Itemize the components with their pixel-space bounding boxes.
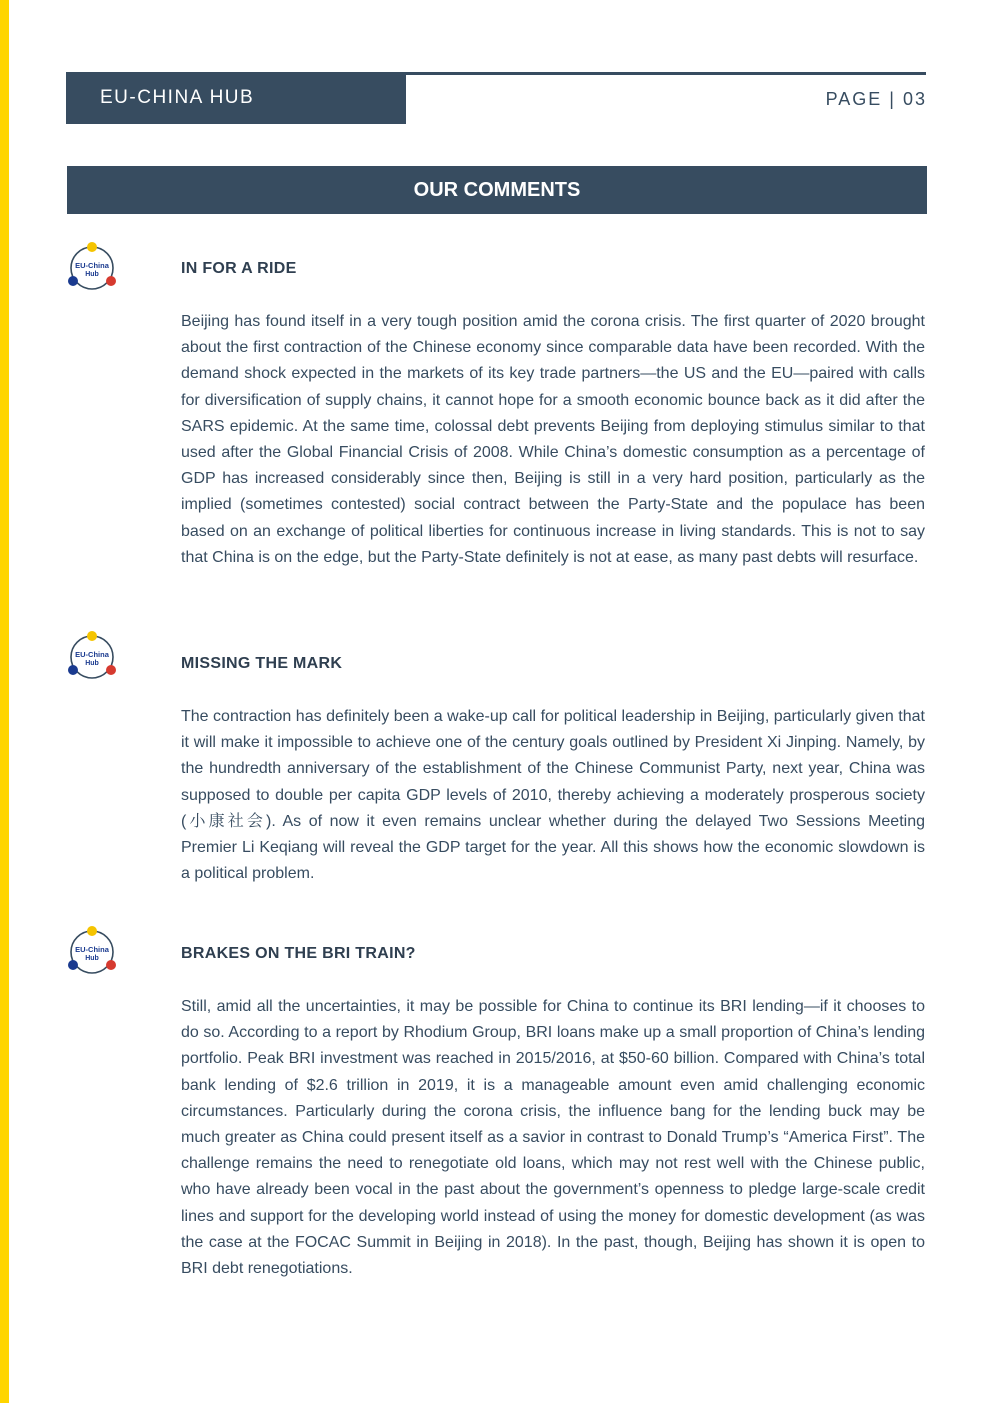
section-title: OUR COMMENTS xyxy=(413,178,581,201)
comment-title: IN FOR A RIDE xyxy=(181,260,297,277)
svg-text:EU-China: EU-China xyxy=(75,945,109,954)
comment-title: MISSING THE MARK xyxy=(181,655,343,672)
page-number: PAGE | 03 xyxy=(825,89,927,109)
svg-text:Hub: Hub xyxy=(85,955,99,962)
svg-text:Hub: Hub xyxy=(85,660,99,667)
section-banner xyxy=(67,166,927,214)
comment-body: The contraction has definitely been a wake-up call for political leadership in Beijing, particularly given that it will make it impossible to achieve one of the century goals outlined by President Xi Jinping. Namely, by the hundredth anniversary of the establishment of the Chinese Communist Party, next year, China was supposed to double per capita GDP levels of 2010, thereby achieving a moderately prosperous society (小康社会). As of now it even remains unclear whether during the delayed Two Sessions Meeting Premier Li Keqiang will reveal the GDP target for the year. All this shows how the economic slowdown is a political problem. xyxy=(181,708,925,883)
eu-china-hub-logo-icon xyxy=(64,240,120,296)
svg-text:EU-China: EU-China xyxy=(75,650,109,659)
brand-header xyxy=(66,72,406,124)
brand-label: EU-CHINA HUB xyxy=(100,87,255,108)
eu-china-hub-logo-icon xyxy=(64,924,120,980)
eu-china-hub-logo-icon xyxy=(64,629,120,685)
comment-title: BRAKES ON THE BRI TRAIN? xyxy=(181,945,416,962)
header-rule xyxy=(405,72,926,75)
comment-body: Beijing has found itself in a very tough position amid the corona crisis. The first quarter of 2020 brought about the first contraction of the Chinese economy since comparable data have been recorded. With the demand shock expected in the markets of its key trade partners—the US and the EU—paired with calls for diversification of supply chains, it cannot hope for a smooth economic bounce back as it did after the SARS epidemic. At the same time, colossal debt prevents Beijing from deploying stimulus similar to that used after the Global Financial Crisis of 2008. While China’s domestic consumption as a percentage of GDP has increased considerably since then, Beijing is still in a very hard position, particularly as the implied (sometimes contested) social contract between the Party-State and the populace has been based on an exchange of political liberties for continuous increase in living standards. This is not to say that China is on the edge, but the Party-State definitely is not at ease, as many past debts will resurface. xyxy=(181,313,925,566)
svg-text:EU-China: EU-China xyxy=(75,261,109,270)
svg-text:Hub: Hub xyxy=(85,271,99,278)
comment-body: Still, amid all the uncertainties, it may be possible for China to continue its BRI lending—if it chooses to do so. According to a report by Rhodium Group, BRI loans make up a small proportion of China’s lending portfolio. Peak BRI investment was reached in 2015/2016, at $50-60 billion. Compared with China’s total bank lending of $2.6 trillion in 2019, it is a manageable amount even amid challenging economic circumstances. Particularly during the corona crisis, the influence bang for the lending buck may be much greater as China could present itself as a savior in contrast to Donald Trump’s “America First”. The challenge remains the need to renegotiate old loans, which may not rest well with the Chinese public, who have already been vocal in the past about the government’s openness to pledge large-scale credit lines and support for the developing world instead of using the money for domestic development (as was the case at the FOCAC Summit in Beijing in 2018). In the past, though, Beijing has shown it is open to BRI debt renegotiations. xyxy=(181,998,925,1278)
yellow-side-bar xyxy=(0,0,9,1403)
